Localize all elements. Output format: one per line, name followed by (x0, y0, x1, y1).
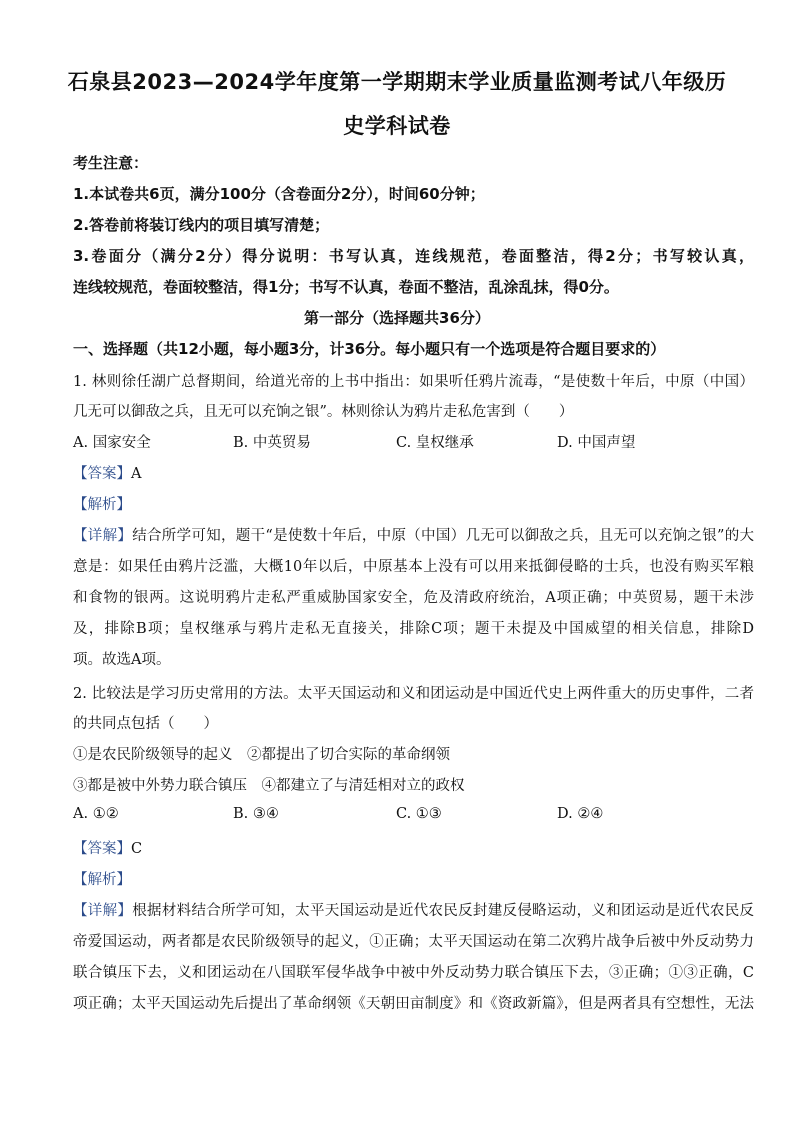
q2-detail-line2: 帝爱国运动，两者都是农民阶级领导的起义，①正确；太平天国运动在第二次鸦片战争后被中外反动势力 (73, 934, 754, 950)
notice-item-3-line2: 连线较规范，卷面较整洁，得1分；书写不认真，卷面不整洁，乱涂乱抹，得0分。 (73, 278, 619, 296)
q1-detail-line3: 和食物的银两。这说明鸦片走私严重威胁国家安全，危及清政府统治，A项正确；中英贸易，题干未涉 (73, 590, 754, 606)
notice-item-2: 2.答卷前将装订线内的项目填写清楚； (73, 216, 330, 234)
q1-option-c: C. 皇权继承 (396, 435, 474, 451)
part1-heading: 第一部分（选择题共36分） (304, 309, 490, 327)
q1-detail-line4: 及，排除B项；皇权继承与鸦片走私无直接关，排除C项；题干未提及中国威望的相关信息，排除D (73, 621, 754, 637)
q2-stem-line1: 2. 比较法是学习历史常用的方法。太平天国运动和义和团运动是中国近代史上两件重大的历史事件，二者 (73, 686, 754, 702)
answer-tag: 【答案】 (73, 841, 131, 857)
q2-answer (73, 837, 754, 858)
q1-answer (73, 462, 754, 483)
q2-option-d: D. ②④ (557, 806, 604, 822)
q2-option-c: C. ①③ (396, 806, 442, 822)
q2-detail-line4: 项正确；太平天国运动先后提出了革命纲领《天朝田亩制度》和《资政新篇》，但是两者具有空想性，无法 (73, 996, 754, 1012)
q1-option-d: D. 中国声望 (557, 435, 636, 451)
q1-stem-line1: 1. 林则徐任湖广总督期间，给道光帝的上书中指出：如果听任鸦片流毒，“是使数十年后，中原（中国） (73, 374, 754, 390)
exam-title-line1: 石泉县2023—2024学年度第一学期期末学业质量监测考试八年级历 (67, 70, 727, 94)
q1-analysis-tag: 【解析】 (73, 497, 131, 513)
q1-detail-line5: 项。故选A项。 (73, 652, 171, 668)
section-heading: 一、选择题（共12小题，每小题3分，计36分。每小题只有一个选项是符合题目要求的） (73, 340, 666, 358)
q2-stem-line2: 的共同点包括（ ） (73, 716, 218, 732)
q2-analysis-tag: 【解析】 (73, 872, 131, 888)
detail-tag: 【详解】 (73, 528, 133, 544)
q2-detail-line1: 【详解】根据材料结合所学可知，太平天国运动是近代农民反封建反侵略运动，义和团运动是近代农民反 (73, 903, 755, 919)
answer-value: A (131, 466, 142, 482)
q2-option-b: B. ③④ (233, 806, 279, 822)
detail-tag: 【详解】 (73, 903, 133, 919)
q1-stem-line2: 几无可以御敌之兵，且无可以充饷之银”。林则徐认为鸦片走私危害到（ ） (73, 404, 574, 420)
answer-tag: 【答案】 (73, 466, 131, 482)
q1-option-b: B. 中英贸易 (233, 435, 311, 451)
q1-option-a: A. 国家安全 (73, 435, 151, 451)
notice-heading: 考生注意： (73, 154, 149, 172)
answer-value: C (131, 841, 143, 857)
q2-statement-line2: ③都是被中外势力联合镇压 ④都建立了与清廷相对立的政权 (73, 778, 465, 794)
q2-option-a: A. ①② (73, 806, 119, 822)
q1-detail-line1: 【详解】结合所学可知，题干“是使数十年后，中原（中国）几无可以御敌之兵，且无可以充饷之银”的大 (73, 528, 755, 544)
notice-item-1: 1.本试卷共6页，满分100分（含卷面分2分），时间60分钟； (73, 185, 485, 203)
q2-detail-line3: 联合镇压下去，义和团运动在八国联军侵华战争中被中外反动势力联合镇压下去，③正确；①③正确，C (73, 965, 754, 981)
exam-title-line2: 史学科试卷 (343, 114, 451, 138)
notice-item-3-line1: 3.卷面分（满分2分）得分说明：书写认真，连线规范，卷面整洁，得2分；书写较认真， (73, 247, 754, 265)
q2-statement-line1: ①是农民阶级领导的起义 ②都提出了切合实际的革命纲领 (73, 747, 450, 763)
q1-detail-line2: 意是：如果任由鸦片泛滥，大概10年以后，中原基本上没有可以用来抵御侵略的士兵，也没有购买军粮 (73, 559, 754, 575)
